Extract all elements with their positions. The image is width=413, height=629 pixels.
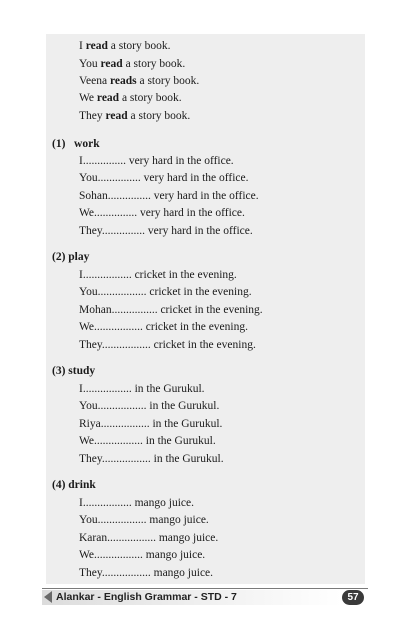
section-3-line-2: You................. in the Gurukul. xyxy=(79,400,220,412)
arrow-left-icon xyxy=(44,591,52,603)
section-3-line-3: Riya................. in the Gurukul. xyxy=(79,418,223,430)
section-heading-4: (4) drink xyxy=(52,479,96,491)
section-2-line-2: You................. cricket in the evening. xyxy=(79,286,252,298)
section-4-line-3: Karan................. mango juice. xyxy=(79,532,219,544)
section-1-line-3: Sohan............... very hard in the office. xyxy=(79,190,259,202)
section-heading-3: (3) study xyxy=(52,365,96,377)
section-1-line-1: I............... very hard in the office. xyxy=(79,155,234,167)
section-3-line-1: I................. in the Gurukul. xyxy=(79,383,205,395)
section-2-line-1: I................. cricket in the evening. xyxy=(79,269,237,281)
section-2-line-5: They................. cricket in the evening. xyxy=(79,339,256,351)
footer-rule xyxy=(42,588,368,589)
section-3-line-4: We................. in the Gurukul. xyxy=(79,435,216,447)
intro-line-5: They read a story book. xyxy=(79,110,191,122)
section-3-line-5: They................. in the Gurukul. xyxy=(79,453,224,465)
intro-line-1: I read a story book. xyxy=(79,40,171,52)
section-heading-1: (1) work xyxy=(52,138,100,150)
section-2-line-4: We................. cricket in the evening. xyxy=(79,321,248,333)
section-2-line-3: Mohan................ cricket in the evening. xyxy=(79,304,263,316)
section-1-line-4: We............... very hard in the office. xyxy=(79,207,245,219)
page-footer xyxy=(42,588,368,605)
section-1-line-2: You............... very hard in the office. xyxy=(79,172,249,184)
section-4-line-5: They................. mango juice. xyxy=(79,567,214,579)
footer-title: Alankar - English Grammar - STD - 7 xyxy=(56,591,237,603)
intro-line-2: You read a story book. xyxy=(79,58,186,70)
section-1-line-5: They............... very hard in the office. xyxy=(79,225,253,237)
intro-line-4: We read a story book. xyxy=(79,92,182,104)
section-4-line-4: We................. mango juice. xyxy=(79,549,206,561)
page-number-badge: 57 xyxy=(342,590,364,605)
section-4-line-2: You................. mango juice. xyxy=(79,514,209,526)
section-4-line-1: I................. mango juice. xyxy=(79,497,194,509)
intro-line-3: Veena reads a story book. xyxy=(79,75,200,87)
section-heading-2: (2) play xyxy=(52,251,90,263)
